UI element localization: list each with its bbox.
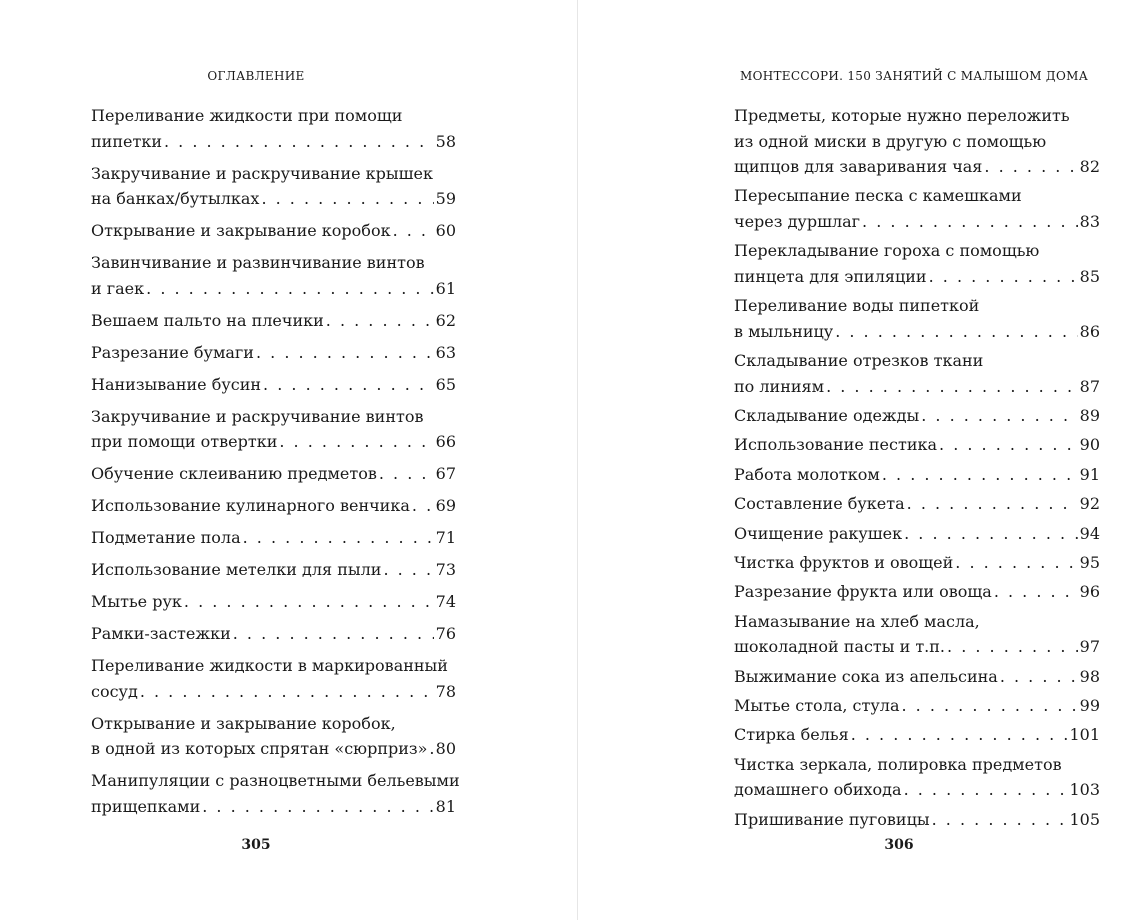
toc-page-number: 98 xyxy=(1079,666,1100,686)
toc-entry-title: Обучение склеиванию предметов xyxy=(91,464,377,483)
toc-entry xyxy=(734,183,1100,234)
dot-leader xyxy=(256,340,434,366)
toc-entry-title: в мыльницу xyxy=(734,321,834,341)
toc-entry-line xyxy=(734,374,1100,400)
toc-page-number: 101 xyxy=(1069,725,1100,745)
dot-leader xyxy=(984,154,1077,180)
dot-leader xyxy=(826,374,1078,400)
toc-entry-line xyxy=(734,693,1100,719)
toc-page-number: 103 xyxy=(1069,780,1100,800)
toc-entry-line xyxy=(734,183,1100,209)
toc-entry-line xyxy=(734,550,1100,576)
toc-entry-line xyxy=(91,794,456,820)
dot-leader xyxy=(932,807,1068,833)
toc-entry-title: шоколадной пасты и т.п. xyxy=(734,637,946,657)
toc-page-number: 86 xyxy=(1079,321,1100,341)
dot-leader xyxy=(851,722,1068,748)
toc-entry-line xyxy=(91,161,456,187)
toc-entry-title: Использование пестика xyxy=(734,435,938,455)
toc-entry xyxy=(734,432,1100,458)
toc-page-number: 91 xyxy=(1079,464,1100,484)
toc-entry xyxy=(734,693,1100,719)
toc-page-number: 97 xyxy=(1079,637,1100,657)
toc-entry xyxy=(91,493,456,519)
toc-entry-title: Чистка зеркала, полировка предметов xyxy=(734,754,1062,774)
toc-entry xyxy=(91,103,456,154)
toc-page-number: 62 xyxy=(435,310,456,330)
toc-entry-line xyxy=(91,589,456,615)
toc-entry-line xyxy=(734,319,1100,345)
toc-entry xyxy=(91,621,456,647)
toc-entry-line xyxy=(734,154,1100,180)
toc-entry xyxy=(734,752,1100,803)
toc-page-number: 66 xyxy=(435,432,456,451)
toc-entry-title: Рамки-застежки xyxy=(91,624,231,643)
toc-page-number: 65 xyxy=(435,374,456,394)
toc-entry-title: Разрезание фрукта или овоща xyxy=(734,582,992,602)
toc-entry-title: Пришивание пуговицы xyxy=(734,809,930,829)
toc-entry-line xyxy=(734,129,1100,155)
dot-leader xyxy=(261,186,433,212)
toc-entry-title: Закручивание и раскручивание винтов xyxy=(91,406,424,426)
toc-entry-title: пипетки xyxy=(91,131,162,151)
toc-entry-line xyxy=(734,264,1100,290)
toc-entry xyxy=(734,722,1100,748)
dot-leader xyxy=(947,634,1078,660)
toc-entry xyxy=(91,461,456,487)
toc-page-number: 82 xyxy=(1079,157,1100,176)
toc-page-number: 95 xyxy=(1079,552,1100,572)
toc-entry-title: в одной из которых спрятан «сюрприз» xyxy=(91,739,428,758)
toc-entry-line xyxy=(734,664,1100,690)
toc-entry-line xyxy=(734,348,1100,374)
toc-entry-title: Манипуляции с разноцветными бельевыми xyxy=(91,771,460,790)
toc-entry xyxy=(91,218,456,244)
toc-page-number: 78 xyxy=(435,681,456,701)
toc-entry-title: Переливание воды пипеткой xyxy=(734,296,980,316)
toc-entry-line xyxy=(734,609,1100,635)
toc-entry-title: Закручивание и раскручивание крышек xyxy=(91,163,433,183)
toc-entry xyxy=(91,768,460,819)
toc-entry-title: Открывание и закрывание коробок xyxy=(91,221,391,240)
toc-entry-title: на банках/бутылках xyxy=(91,189,260,208)
toc-entry-title: Использование кулинарного венчика xyxy=(91,496,410,515)
toc-entry-line xyxy=(91,103,456,129)
dot-leader xyxy=(901,693,1077,719)
toc-entry-line xyxy=(734,293,1100,319)
toc-entry xyxy=(91,161,456,212)
toc-page-number: 89 xyxy=(1079,405,1100,425)
toc-page-number: 63 xyxy=(435,342,456,362)
toc-entry xyxy=(91,557,456,583)
toc-entry xyxy=(91,653,456,704)
toc-entry-title: Мытье стола, стула xyxy=(734,695,900,715)
toc-entry-line xyxy=(91,404,456,430)
right-page xyxy=(578,0,1147,920)
toc-entry xyxy=(734,579,1100,605)
dot-leader xyxy=(263,372,434,398)
toc-entry xyxy=(734,103,1100,180)
dot-leader xyxy=(164,129,434,155)
toc-entry-title: Пересыпание песка с камешками xyxy=(734,186,1022,206)
toc-entry-line xyxy=(91,493,456,519)
toc-entry-line xyxy=(91,186,456,212)
toc-page-number: 105 xyxy=(1069,809,1100,829)
toc-entry-title: Завинчивание и развинчивание винтов xyxy=(91,253,425,272)
toc-entry xyxy=(734,807,1100,833)
toc-entry-title: Предметы, которые нужно переложить xyxy=(734,106,1070,125)
toc-entry-line xyxy=(91,461,456,487)
toc-page-number: 76 xyxy=(435,624,456,643)
dot-leader xyxy=(882,462,1078,488)
toc-entry-title: Складывание отрезков ткани xyxy=(734,351,984,371)
toc-entry-title: Чистка фруктов и овощей xyxy=(734,552,954,572)
toc-entry xyxy=(734,293,1100,344)
toc-page-number: 73 xyxy=(435,560,456,579)
table-of-contents xyxy=(734,103,1100,836)
toc-entry-line xyxy=(734,777,1100,803)
toc-entry-title: Составление букета xyxy=(734,494,905,514)
toc-entry xyxy=(734,238,1100,289)
toc-entry xyxy=(91,308,456,334)
toc-entry-line xyxy=(91,129,456,155)
toc-entry-title: Перекладывание гороха с помощью xyxy=(734,241,1040,261)
toc-entry-title: Переливание жидкости при помощи xyxy=(91,106,403,125)
toc-entry-title: прищепками xyxy=(91,796,201,816)
dot-leader xyxy=(862,209,1078,235)
toc-entry-line xyxy=(91,218,456,244)
toc-entry-line xyxy=(91,276,456,302)
dot-leader xyxy=(140,679,434,705)
dot-leader xyxy=(1000,664,1078,690)
dot-leader xyxy=(146,276,434,302)
toc-entry-title: Складывание одежды xyxy=(734,405,920,425)
toc-page-number: 74 xyxy=(435,592,456,611)
toc-entry-line xyxy=(91,679,456,705)
toc-page-number: 61 xyxy=(435,278,456,298)
toc-entry-line xyxy=(91,340,456,366)
toc-entry-title: Стирка белья xyxy=(734,725,849,745)
toc-entry-line xyxy=(734,579,1100,605)
dot-leader xyxy=(907,491,1078,517)
toc-entry-title: Использование метелки для пыли xyxy=(91,560,382,579)
dot-leader xyxy=(939,432,1078,458)
toc-page-number: 87 xyxy=(1079,376,1100,396)
toc-page-number: 96 xyxy=(1079,582,1100,602)
toc-entry-line xyxy=(734,634,1100,660)
toc-entry-title: Переливание жидкости в маркированный xyxy=(91,656,448,675)
toc-entry-line xyxy=(91,621,456,647)
toc-page-number: 80 xyxy=(435,739,456,758)
toc-entry-title: из одной миски в другую с помощью xyxy=(734,131,1047,151)
dot-leader xyxy=(243,525,434,551)
toc-entry-line xyxy=(734,462,1100,488)
toc-entry-line xyxy=(91,308,456,334)
toc-entry-line xyxy=(91,711,456,737)
toc-entry-line xyxy=(734,722,1100,748)
toc-page-number: 90 xyxy=(1079,435,1100,455)
toc-entry-line xyxy=(91,736,456,762)
toc-entry-line xyxy=(91,429,456,455)
toc-page-number: 85 xyxy=(1079,266,1100,286)
toc-entry-title: Открывание и закрывание коробок, xyxy=(91,713,396,733)
toc-page-number: 81 xyxy=(435,796,456,816)
toc-entry xyxy=(91,250,456,301)
toc-entry-title: сосуд xyxy=(91,681,138,701)
toc-entry-line xyxy=(734,521,1100,547)
toc-entry-title: по линиям xyxy=(734,376,825,396)
dot-leader xyxy=(326,308,434,334)
toc-entry xyxy=(91,372,456,398)
dot-leader xyxy=(994,579,1078,605)
toc-entry-title: домашнего обихода xyxy=(734,780,902,800)
toc-entry-title: Вешаем пальто на плечики xyxy=(91,310,324,330)
dot-leader xyxy=(393,218,434,244)
page-number: 306 xyxy=(884,837,914,853)
toc-entry-line xyxy=(734,209,1100,235)
dot-leader xyxy=(379,461,434,487)
toc-entry xyxy=(734,403,1100,429)
toc-page-number: 83 xyxy=(1079,211,1100,231)
dot-leader xyxy=(233,621,434,647)
toc-entry-title: Работа молотком xyxy=(734,464,880,484)
toc-entry-line xyxy=(734,491,1100,517)
toc-entry-line xyxy=(734,752,1100,778)
dot-leader xyxy=(904,777,1068,803)
dot-leader xyxy=(429,736,433,762)
toc-page-number: 99 xyxy=(1079,695,1100,715)
toc-entry-line xyxy=(91,250,456,276)
dot-leader xyxy=(955,550,1077,576)
toc-entry xyxy=(91,340,456,366)
toc-page-number: 59 xyxy=(435,189,456,208)
dot-leader xyxy=(835,319,1077,345)
toc-page-number: 94 xyxy=(1079,523,1100,543)
toc-entry-line xyxy=(734,103,1100,129)
dot-leader xyxy=(904,521,1078,547)
toc-entry-title: Нанизывание бусин xyxy=(91,374,262,394)
toc-entry-title: и гаек xyxy=(91,278,145,298)
running-head: МОНТЕССОРИ. 150 ЗАНЯТИЙ С МАЛЫШОМ ДОМА xyxy=(740,69,1089,83)
dot-leader xyxy=(383,557,433,583)
toc-entry xyxy=(91,711,456,762)
toc-entry-line xyxy=(91,525,456,551)
toc-entry-title: через дуршлаг xyxy=(734,211,861,231)
toc-page-number: 71 xyxy=(435,528,456,547)
toc-entry-title: Разрезание бумаги xyxy=(91,342,254,362)
toc-entry-line xyxy=(734,807,1100,833)
toc-entry-line xyxy=(91,768,460,794)
dot-leader xyxy=(412,493,434,519)
toc-entry xyxy=(91,525,456,551)
toc-entry xyxy=(734,348,1100,399)
toc-entry xyxy=(734,462,1100,488)
toc-entry-line xyxy=(91,557,456,583)
toc-entry-title: Очищение ракушек xyxy=(734,523,903,543)
toc-entry xyxy=(734,609,1100,660)
toc-page-number: 92 xyxy=(1079,494,1100,514)
toc-entry-title: при помощи отвертки xyxy=(91,432,278,451)
toc-entry-line xyxy=(91,372,456,398)
toc-entry-title: щипцов для заваривания чая xyxy=(734,157,983,176)
toc-entry-line xyxy=(734,432,1100,458)
toc-entry xyxy=(734,550,1100,576)
toc-entry xyxy=(91,589,456,615)
toc-entry-line xyxy=(91,653,456,679)
toc-entry-title: Намазывание на хлеб масла, xyxy=(734,611,980,631)
dot-leader xyxy=(929,264,1078,290)
toc-entry xyxy=(734,491,1100,517)
toc-page-number: 58 xyxy=(435,131,456,151)
toc-entry-line xyxy=(734,403,1100,429)
dot-leader xyxy=(279,429,433,455)
dot-leader xyxy=(202,794,433,820)
toc-entry xyxy=(734,664,1100,690)
toc-entry-line xyxy=(734,238,1100,264)
page-number: 305 xyxy=(241,837,271,853)
running-head: ОГЛАВЛЕНИЕ xyxy=(207,69,305,83)
toc-entry xyxy=(91,404,456,455)
dot-leader xyxy=(184,589,434,615)
toc-page-number: 67 xyxy=(435,464,456,483)
table-of-contents xyxy=(91,103,460,826)
toc-page-number: 60 xyxy=(435,221,456,240)
toc-entry-title: Выжимание сока из апельсина xyxy=(734,666,998,686)
toc-entry-title: Подметание пола xyxy=(91,528,241,547)
toc-entry xyxy=(734,521,1100,547)
toc-entry-title: пинцета для эпиляции xyxy=(734,266,927,286)
dot-leader xyxy=(921,403,1077,429)
toc-entry-title: Мытье рук xyxy=(91,592,182,611)
toc-page-number: 69 xyxy=(435,496,456,515)
